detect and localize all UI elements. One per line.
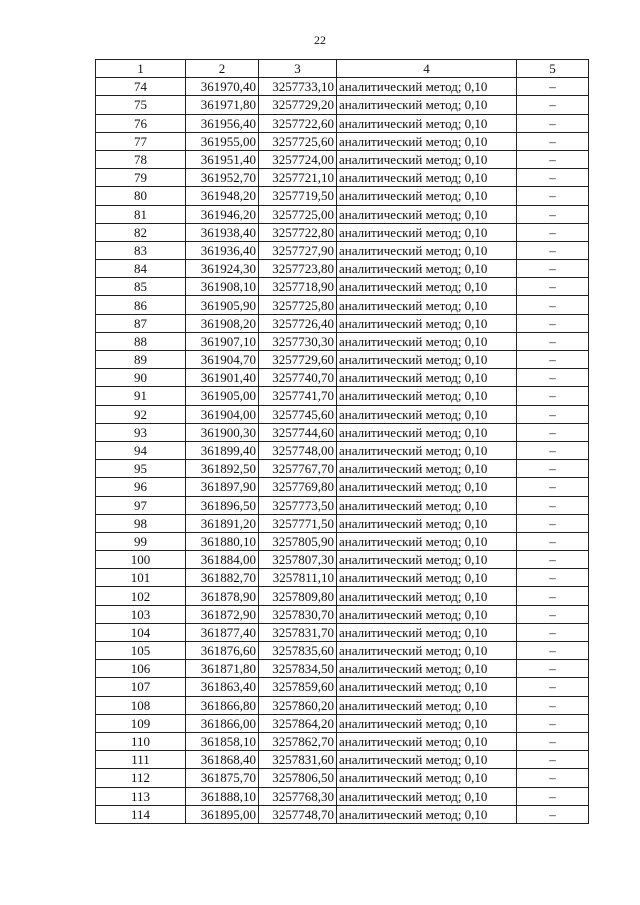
- table-row: [96, 587, 589, 605]
- note-cell: –: [517, 460, 589, 478]
- coordinate-y-cell: 3257724,00: [259, 150, 337, 168]
- coordinate-y-cell: 3257745,60: [259, 405, 337, 423]
- coordinate-y-cell: 3257862,70: [259, 732, 337, 750]
- method-accuracy-cell: аналитический метод; 0,10: [337, 569, 517, 587]
- point-number-cell: 79: [96, 169, 186, 187]
- coordinate-x-cell: 361892,50: [186, 460, 259, 478]
- point-number-cell: 80: [96, 187, 186, 205]
- coordinate-y-cell: 3257831,60: [259, 751, 337, 769]
- table-row: [96, 405, 589, 423]
- point-number-cell: 112: [96, 769, 186, 787]
- point-number-cell: 109: [96, 714, 186, 732]
- coordinate-y-cell: 3257722,80: [259, 223, 337, 241]
- note-cell: –: [517, 405, 589, 423]
- note-cell: –: [517, 714, 589, 732]
- note-cell: –: [517, 532, 589, 550]
- method-accuracy-cell: аналитический метод; 0,10: [337, 132, 517, 150]
- note-cell: –: [517, 587, 589, 605]
- table-row: [96, 387, 589, 405]
- method-accuracy-cell: аналитический метод; 0,10: [337, 714, 517, 732]
- coordinate-x-cell: 361908,20: [186, 314, 259, 332]
- table-row: [96, 569, 589, 587]
- point-number-cell: 95: [96, 460, 186, 478]
- coordinate-x-cell: 361891,20: [186, 514, 259, 532]
- point-number-cell: 93: [96, 423, 186, 441]
- coordinate-y-cell: 3257830,70: [259, 605, 337, 623]
- coordinate-x-cell: 361899,40: [186, 441, 259, 459]
- table-row: [96, 332, 589, 350]
- note-cell: –: [517, 805, 589, 823]
- point-number-cell: 114: [96, 805, 186, 823]
- coordinate-y-cell: 3257860,20: [259, 696, 337, 714]
- point-number-cell: 74: [96, 78, 186, 96]
- table-row: [96, 460, 589, 478]
- point-number-cell: 101: [96, 569, 186, 587]
- coordinate-x-cell: 361955,00: [186, 132, 259, 150]
- coordinate-x-cell: 361880,10: [186, 532, 259, 550]
- table-row: [96, 605, 589, 623]
- coordinate-x-cell: 361876,60: [186, 642, 259, 660]
- note-cell: –: [517, 387, 589, 405]
- table-row: [96, 787, 589, 805]
- point-number-cell: 92: [96, 405, 186, 423]
- point-number-cell: 78: [96, 150, 186, 168]
- table-row: [96, 314, 589, 332]
- coordinate-y-cell: 3257718,90: [259, 278, 337, 296]
- note-cell: –: [517, 751, 589, 769]
- note-cell: –: [517, 441, 589, 459]
- point-number-cell: 87: [96, 314, 186, 332]
- method-accuracy-cell: аналитический метод; 0,10: [337, 532, 517, 550]
- column-header-2: 2: [186, 60, 259, 78]
- method-accuracy-cell: аналитический метод; 0,10: [337, 351, 517, 369]
- note-cell: –: [517, 296, 589, 314]
- coordinate-y-cell: 3257729,60: [259, 351, 337, 369]
- coordinate-y-cell: 3257834,50: [259, 660, 337, 678]
- coordinate-x-cell: 361936,40: [186, 241, 259, 259]
- note-cell: –: [517, 332, 589, 350]
- coordinate-y-cell: 3257730,30: [259, 332, 337, 350]
- coordinate-x-cell: 361908,10: [186, 278, 259, 296]
- coordinate-y-cell: 3257748,70: [259, 805, 337, 823]
- point-number-cell: 84: [96, 260, 186, 278]
- method-accuracy-cell: аналитический метод; 0,10: [337, 496, 517, 514]
- table-row: [96, 187, 589, 205]
- table-row: [96, 696, 589, 714]
- point-number-cell: 100: [96, 551, 186, 569]
- coordinate-x-cell: 361877,40: [186, 623, 259, 641]
- point-number-cell: 105: [96, 642, 186, 660]
- note-cell: –: [517, 696, 589, 714]
- table-row: [96, 351, 589, 369]
- table-row: [96, 223, 589, 241]
- point-number-cell: 90: [96, 369, 186, 387]
- table-row: [96, 769, 589, 787]
- coordinate-y-cell: 3257806,50: [259, 769, 337, 787]
- coordinate-x-cell: 361882,70: [186, 569, 259, 587]
- method-accuracy-cell: аналитический метод; 0,10: [337, 187, 517, 205]
- method-accuracy-cell: аналитический метод; 0,10: [337, 296, 517, 314]
- method-accuracy-cell: аналитический метод; 0,10: [337, 78, 517, 96]
- point-number-cell: 107: [96, 678, 186, 696]
- table-row: [96, 114, 589, 132]
- note-cell: –: [517, 78, 589, 96]
- coordinate-x-cell: 361924,30: [186, 260, 259, 278]
- point-number-cell: 88: [96, 332, 186, 350]
- method-accuracy-cell: аналитический метод; 0,10: [337, 732, 517, 750]
- table-row: [96, 260, 589, 278]
- coordinate-y-cell: 3257811,10: [259, 569, 337, 587]
- method-accuracy-cell: аналитический метод; 0,10: [337, 678, 517, 696]
- coordinate-y-cell: 3257835,60: [259, 642, 337, 660]
- note-cell: –: [517, 423, 589, 441]
- method-accuracy-cell: аналитический метод; 0,10: [337, 642, 517, 660]
- note-cell: –: [517, 132, 589, 150]
- note-cell: –: [517, 96, 589, 114]
- point-number-cell: 81: [96, 205, 186, 223]
- coordinate-y-cell: 3257725,00: [259, 205, 337, 223]
- note-cell: –: [517, 369, 589, 387]
- table-row: [96, 169, 589, 187]
- method-accuracy-cell: аналитический метод; 0,10: [337, 314, 517, 332]
- method-accuracy-cell: аналитический метод; 0,10: [337, 623, 517, 641]
- coordinate-x-cell: 361858,10: [186, 732, 259, 750]
- note-cell: –: [517, 642, 589, 660]
- point-number-cell: 86: [96, 296, 186, 314]
- table-row: [96, 642, 589, 660]
- coordinate-y-cell: 3257864,20: [259, 714, 337, 732]
- coordinate-x-cell: 361868,40: [186, 751, 259, 769]
- table-row: [96, 751, 589, 769]
- point-number-cell: 97: [96, 496, 186, 514]
- point-number-cell: 89: [96, 351, 186, 369]
- coordinate-x-cell: 361971,80: [186, 96, 259, 114]
- note-cell: –: [517, 205, 589, 223]
- note-cell: –: [517, 478, 589, 496]
- table-row: [96, 678, 589, 696]
- coordinate-x-cell: 361938,40: [186, 223, 259, 241]
- table-header-row: [96, 60, 589, 78]
- table-row: [96, 623, 589, 641]
- coordinate-y-cell: 3257723,80: [259, 260, 337, 278]
- coordinate-y-cell: 3257740,70: [259, 369, 337, 387]
- coordinate-y-cell: 3257807,30: [259, 551, 337, 569]
- coordinate-x-cell: 361948,20: [186, 187, 259, 205]
- table-row: [96, 496, 589, 514]
- coordinate-y-cell: 3257729,20: [259, 96, 337, 114]
- note-cell: –: [517, 660, 589, 678]
- point-number-cell: 106: [96, 660, 186, 678]
- coordinate-y-cell: 3257769,80: [259, 478, 337, 496]
- coordinate-y-cell: 3257741,70: [259, 387, 337, 405]
- method-accuracy-cell: аналитический метод; 0,10: [337, 787, 517, 805]
- method-accuracy-cell: аналитический метод; 0,10: [337, 660, 517, 678]
- column-header-4: 4: [337, 60, 517, 78]
- method-accuracy-cell: аналитический метод; 0,10: [337, 605, 517, 623]
- table-row: [96, 132, 589, 150]
- note-cell: –: [517, 569, 589, 587]
- note-cell: –: [517, 496, 589, 514]
- coordinate-x-cell: 361888,10: [186, 787, 259, 805]
- coordinate-x-cell: 361904,70: [186, 351, 259, 369]
- coordinate-x-cell: 361904,00: [186, 405, 259, 423]
- point-number-cell: 96: [96, 478, 186, 496]
- method-accuracy-cell: аналитический метод; 0,10: [337, 478, 517, 496]
- method-accuracy-cell: аналитический метод; 0,10: [337, 369, 517, 387]
- coordinate-x-cell: 361905,00: [186, 387, 259, 405]
- coordinate-y-cell: 3257722,60: [259, 114, 337, 132]
- table-row: [96, 441, 589, 459]
- table-row: [96, 660, 589, 678]
- coordinate-x-cell: 361900,30: [186, 423, 259, 441]
- coordinate-y-cell: 3257767,70: [259, 460, 337, 478]
- method-accuracy-cell: аналитический метод; 0,10: [337, 260, 517, 278]
- table-row: [96, 278, 589, 296]
- method-accuracy-cell: аналитический метод; 0,10: [337, 587, 517, 605]
- table-row: [96, 732, 589, 750]
- table-row: [96, 78, 589, 96]
- table-row: [96, 551, 589, 569]
- point-number-cell: 75: [96, 96, 186, 114]
- coordinate-x-cell: 361875,70: [186, 769, 259, 787]
- page-number: 22: [314, 33, 326, 47]
- table-row: [96, 532, 589, 550]
- table-row: [96, 478, 589, 496]
- method-accuracy-cell: аналитический метод; 0,10: [337, 696, 517, 714]
- coordinate-x-cell: 361872,90: [186, 605, 259, 623]
- note-cell: –: [517, 551, 589, 569]
- coordinate-x-cell: 361863,40: [186, 678, 259, 696]
- point-number-cell: 94: [96, 441, 186, 459]
- coordinate-x-cell: 361897,90: [186, 478, 259, 496]
- method-accuracy-cell: аналитический метод; 0,10: [337, 441, 517, 459]
- point-number-cell: 111: [96, 751, 186, 769]
- method-accuracy-cell: аналитический метод; 0,10: [337, 769, 517, 787]
- method-accuracy-cell: аналитический метод; 0,10: [337, 150, 517, 168]
- coordinate-x-cell: 361907,10: [186, 332, 259, 350]
- coordinate-x-cell: 361901,40: [186, 369, 259, 387]
- coordinates-table: [95, 59, 589, 824]
- table-row: [96, 241, 589, 259]
- method-accuracy-cell: аналитический метод; 0,10: [337, 114, 517, 132]
- note-cell: –: [517, 314, 589, 332]
- coordinate-y-cell: 3257773,50: [259, 496, 337, 514]
- coordinate-y-cell: 3257725,60: [259, 132, 337, 150]
- point-number-cell: 103: [96, 605, 186, 623]
- note-cell: –: [517, 769, 589, 787]
- table-row: [96, 150, 589, 168]
- point-number-cell: 82: [96, 223, 186, 241]
- coordinate-y-cell: 3257725,80: [259, 296, 337, 314]
- method-accuracy-cell: аналитический метод; 0,10: [337, 278, 517, 296]
- point-number-cell: 110: [96, 732, 186, 750]
- table-row: [96, 805, 589, 823]
- note-cell: –: [517, 732, 589, 750]
- method-accuracy-cell: аналитический метод; 0,10: [337, 460, 517, 478]
- point-number-cell: 99: [96, 532, 186, 550]
- coordinate-x-cell: 361895,00: [186, 805, 259, 823]
- coordinate-y-cell: 3257733,10: [259, 78, 337, 96]
- method-accuracy-cell: аналитический метод; 0,10: [337, 551, 517, 569]
- method-accuracy-cell: аналитический метод; 0,10: [337, 805, 517, 823]
- coordinate-y-cell: 3257748,00: [259, 441, 337, 459]
- table-row: [96, 423, 589, 441]
- coordinate-y-cell: 3257719,50: [259, 187, 337, 205]
- point-number-cell: 76: [96, 114, 186, 132]
- method-accuracy-cell: аналитический метод; 0,10: [337, 751, 517, 769]
- coordinate-x-cell: 361884,00: [186, 551, 259, 569]
- table-row: [96, 96, 589, 114]
- note-cell: –: [517, 787, 589, 805]
- coordinate-x-cell: 361970,40: [186, 78, 259, 96]
- table-row: [96, 514, 589, 532]
- coordinate-y-cell: 3257831,70: [259, 623, 337, 641]
- note-cell: –: [517, 260, 589, 278]
- coordinate-x-cell: 361905,90: [186, 296, 259, 314]
- coordinate-y-cell: 3257805,90: [259, 532, 337, 550]
- note-cell: –: [517, 150, 589, 168]
- method-accuracy-cell: аналитический метод; 0,10: [337, 514, 517, 532]
- coordinate-x-cell: 361956,40: [186, 114, 259, 132]
- coordinate-y-cell: 3257859,60: [259, 678, 337, 696]
- coordinate-y-cell: 3257726,40: [259, 314, 337, 332]
- method-accuracy-cell: аналитический метод; 0,10: [337, 169, 517, 187]
- coordinate-x-cell: 361878,90: [186, 587, 259, 605]
- note-cell: –: [517, 241, 589, 259]
- coordinate-x-cell: 361952,70: [186, 169, 259, 187]
- method-accuracy-cell: аналитический метод; 0,10: [337, 205, 517, 223]
- note-cell: –: [517, 169, 589, 187]
- note-cell: –: [517, 514, 589, 532]
- table-body: [96, 78, 589, 824]
- coordinate-x-cell: 361951,40: [186, 150, 259, 168]
- coordinate-y-cell: 3257768,30: [259, 787, 337, 805]
- coordinate-x-cell: 361866,00: [186, 714, 259, 732]
- column-header-5: 5: [517, 60, 589, 78]
- point-number-cell: 91: [96, 387, 186, 405]
- coordinate-x-cell: 361946,20: [186, 205, 259, 223]
- method-accuracy-cell: аналитический метод; 0,10: [337, 387, 517, 405]
- note-cell: –: [517, 605, 589, 623]
- table-row: [96, 296, 589, 314]
- coordinate-y-cell: 3257727,90: [259, 241, 337, 259]
- table-row: [96, 205, 589, 223]
- coordinate-y-cell: 3257771,50: [259, 514, 337, 532]
- method-accuracy-cell: аналитический метод; 0,10: [337, 332, 517, 350]
- point-number-cell: 98: [96, 514, 186, 532]
- table-row: [96, 369, 589, 387]
- coordinate-y-cell: 3257809,80: [259, 587, 337, 605]
- coordinate-y-cell: 3257744,60: [259, 423, 337, 441]
- method-accuracy-cell: аналитический метод; 0,10: [337, 405, 517, 423]
- note-cell: –: [517, 278, 589, 296]
- method-accuracy-cell: аналитический метод; 0,10: [337, 423, 517, 441]
- method-accuracy-cell: аналитический метод; 0,10: [337, 241, 517, 259]
- coordinate-y-cell: 3257721,10: [259, 169, 337, 187]
- point-number-cell: 77: [96, 132, 186, 150]
- note-cell: –: [517, 187, 589, 205]
- point-number-cell: 104: [96, 623, 186, 641]
- point-number-cell: 113: [96, 787, 186, 805]
- point-number-cell: 102: [96, 587, 186, 605]
- coordinate-x-cell: 361896,50: [186, 496, 259, 514]
- coordinate-x-cell: 361866,80: [186, 696, 259, 714]
- method-accuracy-cell: аналитический метод; 0,10: [337, 223, 517, 241]
- note-cell: –: [517, 114, 589, 132]
- note-cell: –: [517, 351, 589, 369]
- coordinate-x-cell: 361871,80: [186, 660, 259, 678]
- note-cell: –: [517, 678, 589, 696]
- point-number-cell: 108: [96, 696, 186, 714]
- method-accuracy-cell: аналитический метод; 0,10: [337, 96, 517, 114]
- column-header-3: 3: [259, 60, 337, 78]
- note-cell: –: [517, 623, 589, 641]
- table-row: [96, 714, 589, 732]
- note-cell: –: [517, 223, 589, 241]
- point-number-cell: 85: [96, 278, 186, 296]
- column-header-1: 1: [96, 60, 186, 78]
- point-number-cell: 83: [96, 241, 186, 259]
